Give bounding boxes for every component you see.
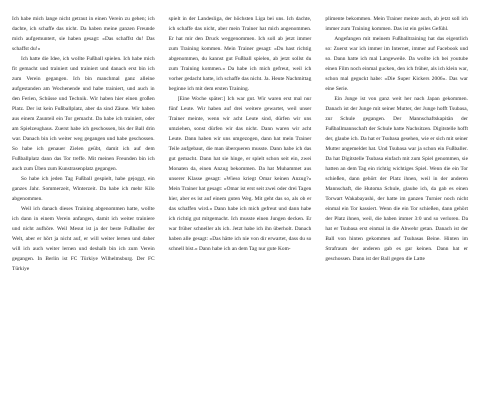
paragraph: Ich hatte die Idee, ich wollte Fußball spielen. Ich habe mich fit gemacht und trainiert und trainiert und danach erst bin ich zum Verein gegangen. Ich bin manchmal ganz alleine aufgestanden am Wochenende und habe trainiert, und auch in den Ferien, Schüsse und Technik. Wir haben hier einen großen Platz. Der ist kein Fußballplatz, aber da sind Zäune. Wir haben aus einem Zaunteil ein Tor gemacht. Da habe ich trainiert, oder am Spielzeughaus. Zuerst habe ich geschossen, bis der Ball drin war. Danach bin ich weiter weg gegangen und habe geschossen. So habe ich genauer Zielen geübt, damit ich auf dem Fußballplatz dann das Tor treffe. Mit meinen Freunden bin ich auch zum Üben zum Kunstrasenplatz gegangen.	[12, 56, 155, 172]
text-column-left	[12, 14, 155, 409]
paragraph: So habe ich jeden Tag Fußball gespielt, habe gejoggt, ein ganzes Jahr. Sommerzeit, Winterzeit. Da habe ich mehr Kilo abgenommen.	[12, 176, 155, 202]
paragraph: Angefangen mit meinem Fußballtraining hat das eigentlich so: Zuerst war ich immer im Internet, immer auf Facebook und so. Dann hatte ich mal Langeweile. Da wollte ich bei youtube einen Film noch einmal gucken, den ich früher, als ich klein war, schon mal geguckt habe: »Die Super Kickers 2006«. Das war eine Serie.	[325, 36, 469, 92]
paragraph: plimente bekommen. Mein Trainer meinte auch, ab jetzt soll ich immer zum Training kommen. Das ist ein geiles Gefühl.	[325, 16, 469, 32]
text-column-middle	[169, 14, 312, 409]
paragraph: Weil ich danach dieses Training abgenommen hatte, wollte ich dann in einem Verein anfangen, damit ich weiter trainiere und nicht aufhöre. Weil Mesut ist ja der beste Fußballer der Welt, aber er hört ja nicht auf, er will weiter lernen und daher will ich auch weiter lernen und deshalb bin ich zum Verein gegangen. In Berlin ist FC Türkiye Wilhelmsburg. Der FC Türkiye	[12, 206, 155, 272]
paragraph: spielt in der Landesliga, der höchsten Liga bei uns. Ich dachte, ich schaffe das nicht, aber mein Trainer hat mich angenommen. Er hat mir den Druck weggenommen. Ich soll ab jetzt immer zum Training kommen. Mein Trainer gesagt: »Du hast richtig abgenommen, du kannst gut Fußball spielen, ab jetzt sollst du zum Training kommen.« Da habe ich mich gefreut, weil ich vorher gedacht hatte, ich schaffe das nicht. Ja. Heute Nachmittag beginne ich mit dem ersten Training.	[168, 16, 312, 92]
text-column-right	[325, 14, 468, 409]
paragraph: [Eine Woche später:] Ich war gut. Wir waren erst mal nur fünf Leute. Wir haben auf drei weitere gewartet, weil unser Trainer meinte, wenn wir acht Leute sind, dürfen wir uns umziehen, sonst dürfen wir das nicht. Dann waren wir acht Leute. Dann haben wir uns umgezogen, dann hat mein Trainer Teile aufgebaut, die man überqueren musste. Dann habe ich das gut gemacht. Dann hat sie hinge, er spielt schon seit ein, zwei Monaten da, einen Anzug bekommen. Da hat Muhammet aus unserer Klasse gesagt: »Wieso kriegt Omar keinen Anzug?« Mein Trainer hat gesagt: »Omar ist erst seit zwei oder drei Tagen hier, aber es ist auf einem guten Weg. Mit geht das so, als ob er das schaffen wird.« Dann habe ich mich gefreut und dann habe ich richtig gut mitgemacht. Ich musste einen Jungen decken. Er war früher schneller als ich. Jetzt habe ich ihn überholt. Danach haben alle gesagt: »Das hätte ich nie von dir erwartet, dass du so schnell bist.« Dann habe ich an dem Tag nur gute Kom-	[168, 96, 312, 252]
paragraph: Ein Junge ist von ganz weit her nach Japan gekommen. Danach ist der Junge mit seiner Mutter, der Junge hofft Tsubasa, zur Schule gegangen. Der Mannschaftskapitän der Fußballmannschaft der Schule hatte Nachsitzen. Digitstelle hofft der, glaube ich. Da hat er Tsubasa gesehen, wie er sich mit seiner Mutter angemeldet hat. Und Tsubasa war ja schon ein Fußballer. Da hat Digitstelle Tsubasa einfach mit zum Spiel genommen, sie hatten an dem Tag ein richtig wichtiges Spiel. Wenn die ein Tor schießen, dann gehört der Platz ihnen, weil in der anderen Mannschaft, die Hutoma Schule, glaube ich, da gab es einen Torwart Wakabayashi, der hatte im ganzen Turnier noch nicht einmal ein Tor kassiert. Wenn die ein Tor schießen, dann gehört der Platz ihnen, weil, die haben immer 3:0 und so verloren. Da hat er Tsubasa erst einmal in die Abwehr getan. Danach ist der Ball von hinten gekommen auf Tsubasas Beine. Hinten im Strafraum der anderen gab es gar keinen. Dann hat er geschossen. Dann ist der Ball gegen die Latte	[325, 96, 469, 262]
paragraph: Ich habe mich lange nicht getraut in einen Verein zu gehen; ich dachte, ich schaffe das nicht. Da haben meine ganzen Freunde mich aufgemuntert, sie haben gesagt: »Das schaffst du! Das schaffst du!«	[12, 16, 155, 52]
